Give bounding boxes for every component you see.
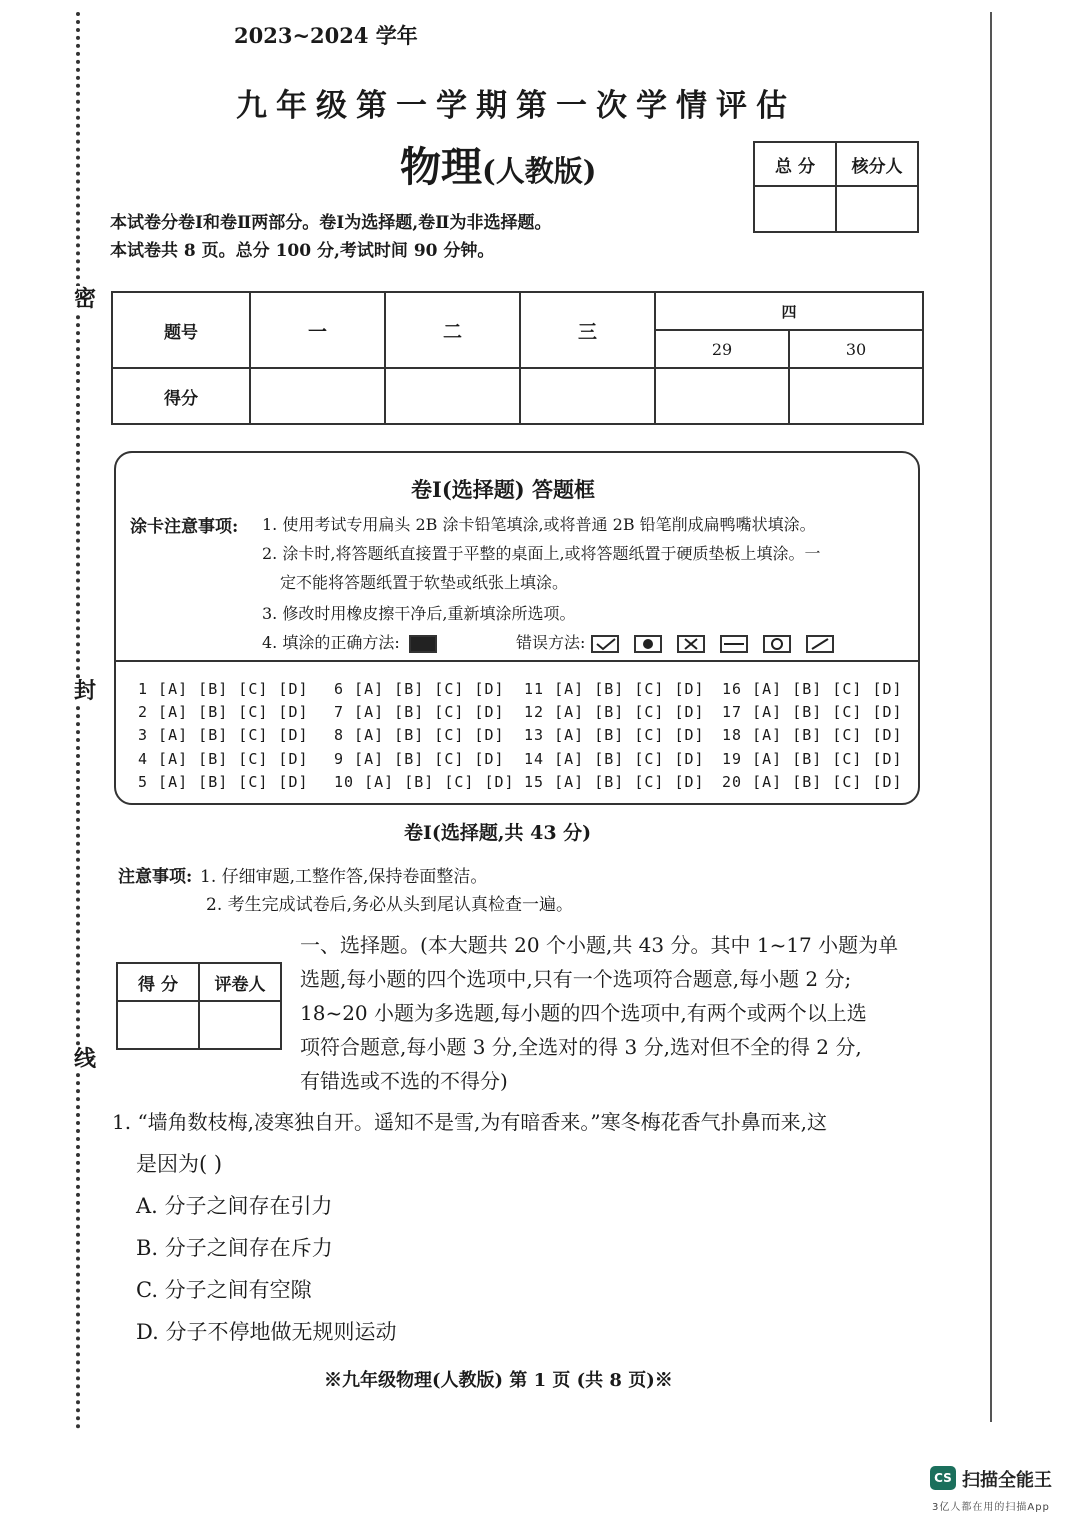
intro-line-1: 本试卷分卷Ⅰ和卷Ⅱ两部分。卷Ⅰ为选择题,卷Ⅱ为非选择题。 xyxy=(110,213,552,233)
answer-row-13[interactable]: 13 [A] [B] [C] [D] xyxy=(524,726,705,744)
score-cell-30[interactable] xyxy=(789,368,923,424)
answer-row-7[interactable]: 7 [A] [B] [C] [D] xyxy=(334,703,505,721)
section-label-4: 四 xyxy=(655,292,923,330)
section-label-2: 二 xyxy=(385,292,520,368)
answer-row-16[interactable]: 16 [A] [B] [C] [D] xyxy=(722,680,903,698)
subject-title xyxy=(400,134,596,193)
grader-box xyxy=(116,962,282,1050)
answer-row-18[interactable]: 18 [A] [B] [C] [D] xyxy=(722,726,903,744)
edition-label: (人教版) xyxy=(482,154,597,188)
answer-row-5[interactable]: 5 [A] [B] [C] [D] xyxy=(138,773,309,791)
score-cell-3[interactable] xyxy=(520,368,655,424)
section1-line-5: 有错选或不选的不得分) xyxy=(300,1069,508,1093)
reviewer-cell[interactable] xyxy=(836,186,918,232)
section-label-3: 三 xyxy=(520,292,655,368)
part1-note-2: 2. 考生完成试卷后,务必从头到尾认真检查一遍。 xyxy=(206,895,574,915)
seal-mark-mi: 密 xyxy=(74,286,97,312)
section1-line-2: 选题,每小题的四个选项中,只有一个选项符合题意,每小题 2 分; xyxy=(300,967,852,991)
watermark-app-name: 扫描全能王 xyxy=(962,1470,1052,1491)
question1-option-b[interactable]: B. 分子之间存在斥力 xyxy=(136,1236,333,1260)
answer-row-20[interactable]: 20 [A] [B] [C] [D] xyxy=(722,773,903,791)
reviewer-label: 核分人 xyxy=(836,142,918,186)
grader-name-cell[interactable] xyxy=(199,1001,281,1049)
wrong-mark-slash-icon xyxy=(806,635,834,653)
camscanner-logo-icon: CS xyxy=(930,1466,956,1490)
row-label-score: 得分 xyxy=(112,368,250,424)
answer-row-4[interactable]: 4 [A] [B] [C] [D] xyxy=(138,750,309,768)
school-year: 2023~2024 学年 xyxy=(234,23,418,48)
correct-fill-mark xyxy=(409,635,437,653)
answer-box-divider xyxy=(114,660,918,662)
binding-dotted-line xyxy=(76,12,80,1430)
answer-row-15[interactable]: 15 [A] [B] [C] [D] xyxy=(524,773,705,791)
wrong-mark-cross-icon xyxy=(677,635,705,653)
part1-title: 卷Ⅰ(选择题,共 43 分) xyxy=(404,822,592,844)
answer-row-9[interactable]: 9 [A] [B] [C] [D] xyxy=(334,750,505,768)
question1-option-c[interactable]: C. 分子之间有空隙 xyxy=(136,1278,312,1302)
answer-row-1[interactable]: 1 [A] [B] [C] [D] xyxy=(138,680,309,698)
fill-note-2: 2. 涂卡时,将答题纸直接置于平整的桌面上,或将答题纸置于硬质垫板上填涂。一 xyxy=(262,544,821,563)
score-cell-2[interactable] xyxy=(385,368,520,424)
section1-line-4: 项符合题意,每小题 3 分,全选对的得 3 分,选对但不全的得 2 分, xyxy=(300,1035,862,1059)
part1-notes-label: 注意事项: xyxy=(118,867,193,887)
question1-option-a[interactable]: A. 分子之间存在引力 xyxy=(136,1194,333,1218)
grader-score-label: 得 分 xyxy=(117,963,199,1001)
fill-note-2-cont: 定不能将答题纸置于软垫或纸张上填涂。 xyxy=(280,573,569,592)
answer-row-6[interactable]: 6 [A] [B] [C] [D] xyxy=(334,680,505,698)
score-table xyxy=(111,291,924,425)
score-cell-29[interactable] xyxy=(655,368,789,424)
row-label-question-no: 题号 xyxy=(112,292,250,368)
wrong-methods xyxy=(516,630,844,653)
subject-name: 物理 xyxy=(400,143,482,191)
grader-name-label: 评卷人 xyxy=(199,963,281,1001)
total-score-label: 总 分 xyxy=(754,142,836,186)
page-footer: ※九年级物理(人教版) 第 1 页 (共 8 页)※ xyxy=(324,1370,673,1391)
answer-row-19[interactable]: 19 [A] [B] [C] [D] xyxy=(722,750,903,768)
answer-row-14[interactable]: 14 [A] [B] [C] [D] xyxy=(524,750,705,768)
fill-notes-label: 涂卡注意事项: xyxy=(130,517,239,537)
answer-row-3[interactable]: 3 [A] [B] [C] [D] xyxy=(138,726,309,744)
fill-note-1: 1. 使用考试专用扁头 2B 涂卡铅笔填涂,或将普通 2B 铅笔削成扁鸭嘴状填涂。 xyxy=(262,515,816,534)
exam-title: 九年级第一学期第一次学情评估 xyxy=(236,88,796,124)
watermark-slogan: 3亿人都在用的扫描App xyxy=(932,1502,1050,1513)
total-score-box xyxy=(753,141,919,233)
seal-mark-xian: 线 xyxy=(74,1046,97,1072)
part1-note-1: 1. 仔细审题,工整作答,保持卷面整洁。 xyxy=(200,867,488,887)
question1-stem-line-1: 1. “墙角数枝梅,凌寒独自开。遥知不是雪,为有暗香来。”寒冬梅花香气扑鼻而来,这 xyxy=(112,1110,827,1134)
answer-row-2[interactable]: 2 [A] [B] [C] [D] xyxy=(138,703,309,721)
question1-option-d[interactable]: D. 分子不停地做无规则运动 xyxy=(136,1320,397,1344)
total-score-cell[interactable] xyxy=(754,186,836,232)
fill-note-3: 3. 修改时用橡皮擦干净后,重新填涂所选项。 xyxy=(262,604,576,623)
wrong-mark-circle-icon xyxy=(763,635,791,653)
fill-note-4 xyxy=(262,630,447,653)
answer-row-10[interactable]: 10 [A] [B] [C] [D] xyxy=(334,773,515,791)
answer-row-8[interactable]: 8 [A] [B] [C] [D] xyxy=(334,726,505,744)
answer-box-title: 卷Ⅰ(选择题) 答题框 xyxy=(411,477,596,502)
subsection-30: 30 xyxy=(789,330,923,368)
answer-row-12[interactable]: 12 [A] [B] [C] [D] xyxy=(524,703,705,721)
intro-line-2: 本试卷共 8 页。总分 100 分,考试时间 90 分钟。 xyxy=(110,241,495,261)
section1-line-3: 18~20 小题为多选题,每小题的四个选项中,有两个或两个以上选 xyxy=(300,1001,867,1025)
answer-row-17[interactable]: 17 [A] [B] [C] [D] xyxy=(722,703,903,721)
fill-note-4-text: 4. 填涂的正确方法: xyxy=(262,633,400,652)
score-cell-1[interactable] xyxy=(250,368,385,424)
grader-score-cell[interactable] xyxy=(117,1001,199,1049)
page-divider xyxy=(990,12,992,1422)
section1-line-1: 一、选择题。(本大题共 20 个小题,共 43 分。其中 1~17 小题为单 xyxy=(300,933,899,957)
subsection-29: 29 xyxy=(655,330,789,368)
section-label-1: 一 xyxy=(250,292,385,368)
wrong-methods-label: 错误方法: xyxy=(516,633,586,652)
answer-row-11[interactable]: 11 [A] [B] [C] [D] xyxy=(524,680,705,698)
wrong-mark-check-icon xyxy=(591,635,619,653)
wrong-mark-dot-icon xyxy=(634,635,662,653)
question1-stem-line-2: 是因为( ) xyxy=(136,1152,223,1176)
seal-mark-feng: 封 xyxy=(74,678,97,704)
wrong-mark-line-icon xyxy=(720,635,748,653)
